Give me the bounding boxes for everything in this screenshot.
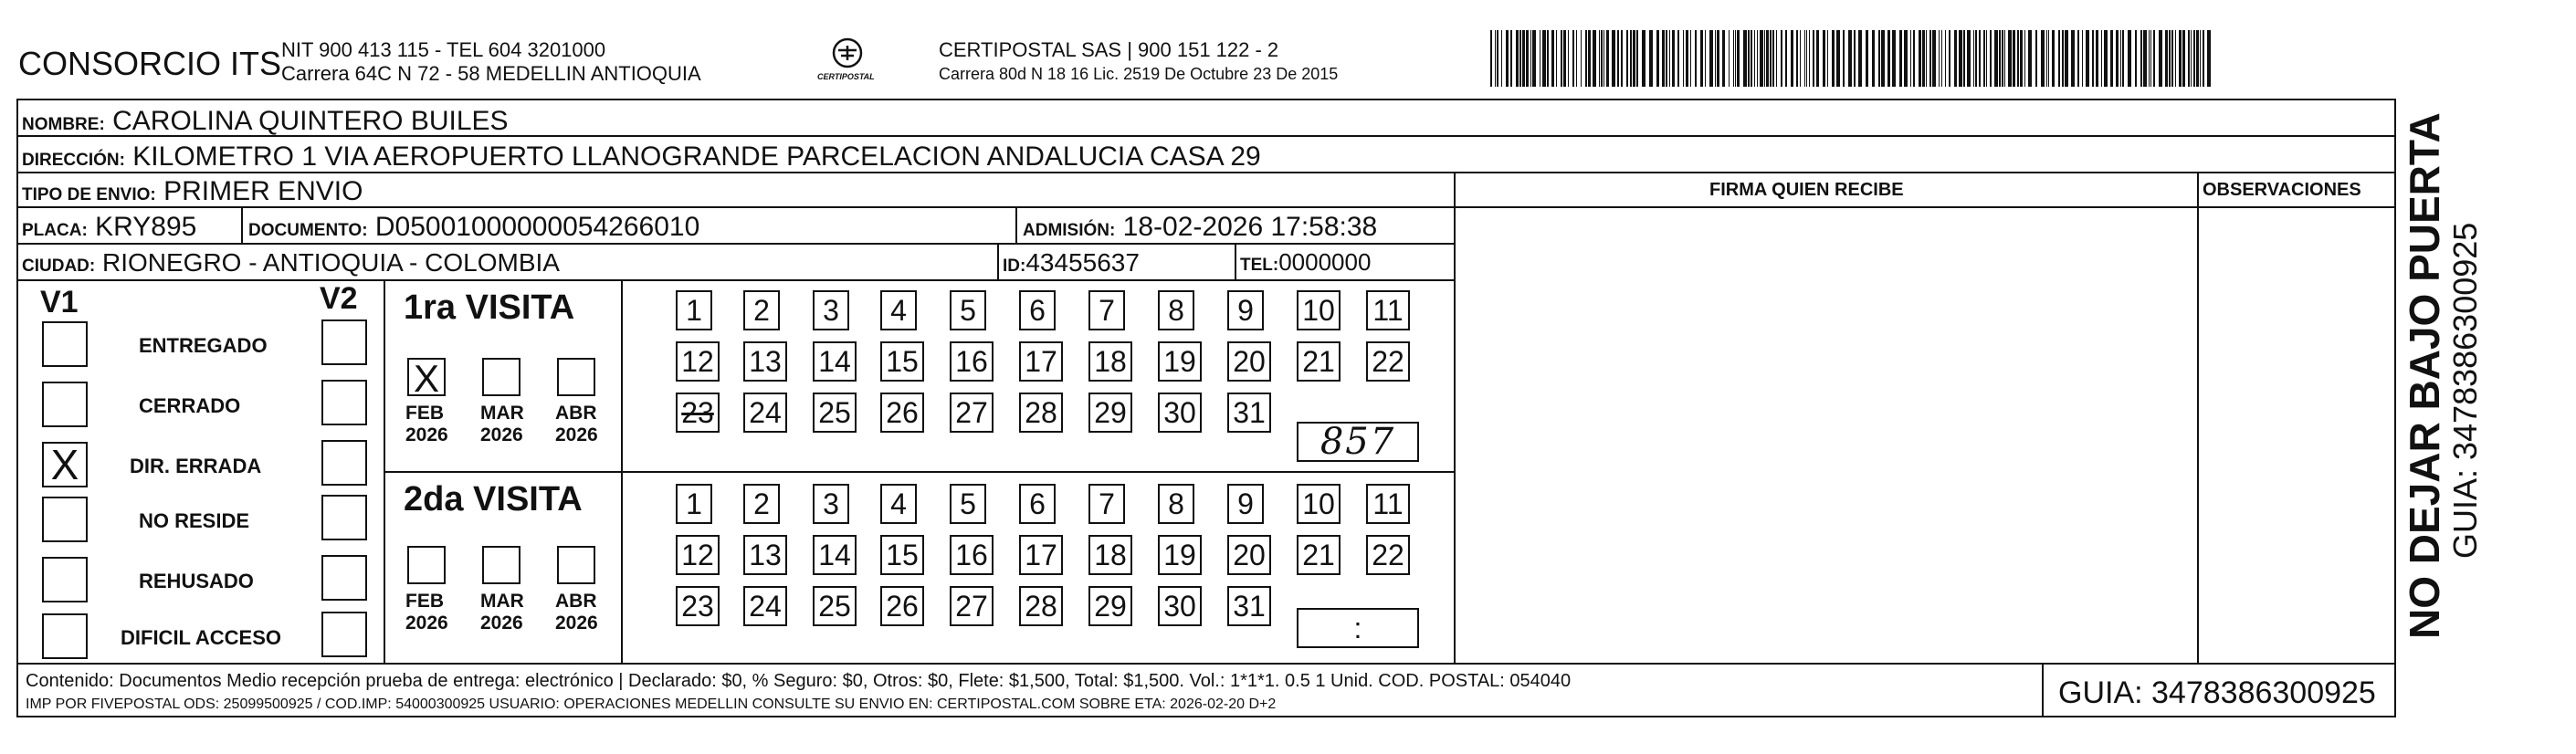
v2-checkbox[interactable] xyxy=(321,319,367,365)
month-label: MAR xyxy=(480,403,524,424)
v1-checkbox[interactable] xyxy=(42,613,88,659)
ciudad-value: RIONEGRO - ANTIOQUIA - COLOMBIA xyxy=(102,248,560,277)
day-box[interactable]: 31 xyxy=(1227,586,1271,626)
ciudad-field: CIUDAD: RIONEGRO - ANTIOQUIA - COLOMBIA xyxy=(22,248,560,277)
v2-checkbox[interactable] xyxy=(321,440,367,486)
day-box[interactable]: 10 xyxy=(1297,484,1341,524)
status-label: NO RESIDE xyxy=(139,509,250,532)
visit2-title: 2da VISITA xyxy=(404,480,583,518)
day-box[interactable]: 18 xyxy=(1088,535,1132,575)
day-box[interactable]: 3 xyxy=(813,290,849,330)
month-label: ABR xyxy=(555,591,597,612)
placa-value: KRY895 xyxy=(95,212,197,242)
month-year: 2026 xyxy=(555,613,598,634)
day-box[interactable]: 13 xyxy=(743,535,787,575)
status-label: DIFICIL ACCESO xyxy=(121,626,282,649)
nombre-value: CAROLINA QUINTERO BUILES xyxy=(112,106,509,136)
day-box[interactable]: 15 xyxy=(880,341,924,382)
v1-check-mark: X xyxy=(50,441,79,488)
day-box[interactable]: 2 xyxy=(743,484,780,524)
side-warning: NO DEJAR BAJO PUERTA xyxy=(2401,112,2448,639)
day-box[interactable]: 16 xyxy=(950,341,994,382)
documento-value: D05001000000054266010 xyxy=(374,212,700,242)
visit2-hour-box[interactable] xyxy=(1297,608,1419,648)
v1-checkbox[interactable] xyxy=(42,442,88,487)
tel-value: 0000000 xyxy=(1278,248,1372,276)
day-box[interactable]: 14 xyxy=(813,535,857,575)
day-box[interactable]: 4 xyxy=(880,290,917,330)
month-checkbox[interactable] xyxy=(407,357,446,400)
direccion-value: KILOMETRO 1 VIA AEROPUERTO LLANOGRANDE PARCELACION ANDALUCIA CASA 29 xyxy=(132,141,1261,172)
firma-header: FIRMA QUIEN RECIBE xyxy=(1709,180,1904,200)
day-box[interactable]: 22 xyxy=(1366,535,1410,575)
day-box[interactable]: 6 xyxy=(1019,290,1056,330)
company-address: Carrera 64C N 72 - 58 MEDELLIN ANTIOQUIA xyxy=(281,62,701,85)
day-box[interactable]: 25 xyxy=(813,586,857,626)
day-box[interactable]: 9 xyxy=(1227,484,1264,524)
day-box[interactable]: 24 xyxy=(743,393,787,433)
day-box[interactable]: 22 xyxy=(1366,341,1410,382)
day-box[interactable]: 27 xyxy=(950,586,994,626)
day-box[interactable]: 5 xyxy=(950,484,986,524)
month-checkbox[interactable] xyxy=(482,358,520,396)
month-label: MAR xyxy=(480,591,524,612)
observaciones-header: OBSERVACIONES xyxy=(2203,180,2361,200)
day-box[interactable]: 5 xyxy=(950,290,986,330)
placa-field: PLACA: KRY895 xyxy=(22,212,197,242)
logo-text: CERTIPOSTAL xyxy=(817,72,875,81)
day-box[interactable]: 14 xyxy=(813,341,857,382)
day-box[interactable]: 4 xyxy=(880,484,917,524)
day-box[interactable]: 17 xyxy=(1019,535,1063,575)
month-year: 2026 xyxy=(405,424,448,445)
day-box[interactable]: 26 xyxy=(880,586,924,626)
day-box[interactable]: 16 xyxy=(950,535,994,575)
day-box[interactable]: 8 xyxy=(1158,290,1194,330)
day-box[interactable]: 28 xyxy=(1019,393,1063,433)
month-year: 2026 xyxy=(480,424,523,445)
visit2-hour-placeholder: : xyxy=(1353,612,1362,644)
day-box[interactable]: 19 xyxy=(1158,535,1202,575)
day-box[interactable]: 29 xyxy=(1088,586,1132,626)
v2-checkbox[interactable] xyxy=(321,555,367,601)
month-label: ABR xyxy=(555,403,597,424)
month-checkbox[interactable] xyxy=(407,546,446,584)
month-checkbox[interactable] xyxy=(482,546,520,584)
day-box[interactable]: 2 xyxy=(743,290,780,330)
visit1-title: 1ra VISITA xyxy=(404,288,575,327)
company-nit: NIT 900 413 115 - TEL 604 3201000 xyxy=(281,38,606,61)
day-box[interactable]: 13 xyxy=(743,341,787,382)
v2-checkbox[interactable] xyxy=(321,612,367,657)
observations-area[interactable] xyxy=(2203,212,2391,657)
status-label: CERRADO xyxy=(139,394,241,417)
company-name: CONSORCIO ITS xyxy=(18,45,282,82)
v2-header: V2 xyxy=(320,281,358,316)
documento-field: DOCUMENTO: D05001000000054266010 xyxy=(248,212,700,242)
signature-area[interactable] xyxy=(1463,212,2192,657)
month-checkbox[interactable] xyxy=(557,546,595,584)
side-guia: GUIA: 3478386300925 xyxy=(2446,222,2484,559)
certipostal-logo xyxy=(815,35,879,89)
month-label: FEB xyxy=(405,591,444,612)
v1-checkbox[interactable] xyxy=(42,497,88,542)
day-box[interactable]: 7 xyxy=(1088,484,1125,524)
day-box[interactable]: 12 xyxy=(676,341,720,382)
month-checkbox[interactable] xyxy=(557,358,595,396)
day-box[interactable]: 19 xyxy=(1158,341,1202,382)
visit1-hour-box[interactable] xyxy=(1297,422,1419,462)
month-year: 2026 xyxy=(480,613,523,634)
direccion-row: DIRECCIÓN: KILOMETRO 1 VIA AEROPUERTO LLANOGRANDE PARCELACION ANDALUCIA CASA 29 xyxy=(22,141,1261,172)
day-box[interactable]: 9 xyxy=(1227,290,1264,330)
tel-field: TEL:0000000 xyxy=(1240,248,1372,276)
day-box[interactable]: 21 xyxy=(1297,535,1341,575)
day-box[interactable]: 28 xyxy=(1019,586,1063,626)
day-box[interactable]: 27 xyxy=(950,393,994,433)
footer-guia: GUIA: 3478386300925 xyxy=(2058,675,2376,710)
day-box[interactable]: 6 xyxy=(1019,484,1056,524)
footer-content: Contenido: Documentos Medio recepción prueba de entrega: electrónico | Declarado: $0, % Seguro: $0, Otros: $0, Flete: $1,500, Total: $1,500. Vol.: 1*1*1. 0.5 1 Unid. COD. POSTAL: 054040 xyxy=(26,671,1572,691)
day-box[interactable]: 15 xyxy=(880,535,924,575)
v1-checkbox[interactable] xyxy=(42,321,88,367)
barcode xyxy=(1490,30,2221,90)
day-box[interactable]: 21 xyxy=(1297,341,1341,382)
day-box[interactable]: 12 xyxy=(676,535,720,575)
day-box[interactable]: 17 xyxy=(1019,341,1063,382)
nombre-row: NOMBRE: CAROLINA QUINTERO BUILES xyxy=(22,106,509,136)
admision-value: 18-02-2026 17:58:38 xyxy=(1122,212,1378,242)
day-box[interactable]: 8 xyxy=(1158,484,1194,524)
admision-field: ADMISIÓN: 18-02-2026 17:58:38 xyxy=(1023,212,1378,242)
v2-checkbox[interactable] xyxy=(321,380,367,425)
day-box[interactable]: 18 xyxy=(1088,341,1132,382)
day-box[interactable]: 11 xyxy=(1366,484,1410,524)
day-box[interactable]: 11 xyxy=(1366,290,1410,330)
day-box[interactable]: 23 xyxy=(676,586,720,626)
v2-checkbox[interactable] xyxy=(321,495,367,540)
day-box[interactable]: 30 xyxy=(1158,393,1202,433)
v1-header: V1 xyxy=(40,285,79,319)
day-box[interactable]: 20 xyxy=(1227,341,1271,382)
day-box[interactable]: 29 xyxy=(1088,393,1132,433)
status-label: REHUSADO xyxy=(139,570,254,592)
day-box[interactable]: 24 xyxy=(743,586,787,626)
month-check-mark: X xyxy=(413,357,439,400)
day-box[interactable]: 26 xyxy=(880,393,924,433)
day-box[interactable]: 31 xyxy=(1227,393,1271,433)
day-box[interactable]: 1 xyxy=(676,290,712,330)
day-box[interactable]: 3 xyxy=(813,484,849,524)
id-field: ID:43455637 xyxy=(1003,248,1140,277)
day-box[interactable]: 20 xyxy=(1227,535,1271,575)
v1-checkbox[interactable] xyxy=(42,382,88,427)
v1-checkbox[interactable] xyxy=(42,557,88,602)
tipo-envio-value: PRIMER ENVIO xyxy=(163,176,363,206)
day-box[interactable]: 30 xyxy=(1158,586,1202,626)
status-label: ENTREGADO xyxy=(139,334,268,357)
day-box[interactable]: 1 xyxy=(676,484,712,524)
month-year: 2026 xyxy=(555,424,598,445)
visit1-hour-handwritten: 857 xyxy=(1320,421,1396,463)
footer-print-info: IMP POR FIVEPOSTAL ODS: 25099500925 / COD.IMP: 54000300925 USUARIO: OPERACIONES MEDELLIN CONSULTE SU ENVIO EN: CERTIPOSTAL.COM SOBRE ETA: 2026-02-20 D+2 xyxy=(26,696,1277,712)
id-value: 43455637 xyxy=(1025,248,1140,277)
day-box[interactable]: 7 xyxy=(1088,290,1125,330)
carrier-name: CERTIPOSTAL SAS | 900 151 122 - 2 xyxy=(939,38,1279,61)
day-box[interactable]: 23 xyxy=(676,393,720,433)
status-label: DIR. ERRADA xyxy=(130,455,262,477)
carrier-address: Carrera 80d N 18 16 Lic. 2519 De Octubre 23 De 2015 xyxy=(939,65,1339,83)
day-box[interactable]: 25 xyxy=(813,393,857,433)
tipo-envio-row: TIPO DE ENVIO: PRIMER ENVIO xyxy=(22,176,363,206)
month-year: 2026 xyxy=(405,613,448,634)
month-label: FEB xyxy=(405,403,444,424)
day-box[interactable]: 10 xyxy=(1297,290,1341,330)
